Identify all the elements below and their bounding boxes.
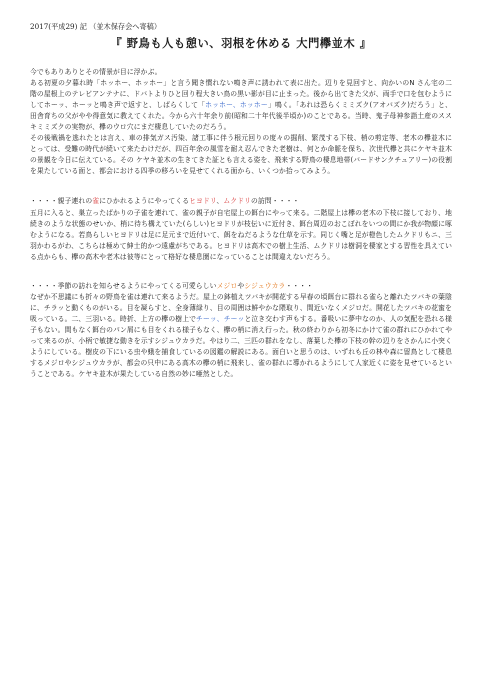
section2-heading-b: や xyxy=(237,281,245,290)
section2-heading-c: ・・・・ xyxy=(285,281,314,290)
intro-text-a: ある初夏の夕暮れ時「ホッホー、ホッホー」と言う聞き慣れない鳴き声に誘われて表に出た。辺りを見回すと、向かいのN さん宅の二階の屋根上のテレビアンテナに、ドバトよりひと回り程大きい鳥の黒い影が目に止まった。後から出てきた父が、両手で口を包むようにしてホーッ、ホーッと鳴き声で返すと、しばらくして「 xyxy=(30,79,452,110)
sparrow-highlight: 雀 xyxy=(92,197,100,206)
section-gap xyxy=(30,177,452,196)
section2-text-a: なぜか不思議にも折々の野鳥を雀は連れて来るようだ。屋上の鉢植えツバキが開花する早春の頃餌台に群れる雀らと離れたツバキの葉陰に、チラッと動くものがいる。目を凝らすと、全身薄緑り、目の周囲は鮮やかな隈取り、間近いなくメジロだ。開花したツバキの花蜜を吸っている。二、三羽いる。時折、上方の欅の樹上で xyxy=(30,292,452,323)
section2-paragraph xyxy=(30,292,452,380)
intro-paragraph-2: その後戦禍を逃れたとは言え、車の排気ガス汚染、諸工事に伴う根元回りの度々の掘削、繁茂する下枝、梢の剪定等、老木の欅並木にとっては、受難の時代が続いて来たわけだが、四百年余の風雪を耐え忍んできた老樹は、何とか命脈を保ち、次世代欅と共にケヤキ並木の景観を今日に伝えている。その ケヤキ並木の生きてきた証とも言える姿を、飛来する野鳥の棲息地帯(バードサンクチュアリー)の役割を果たしている面と、都会における四季の移ろいを見せてくれる面から、いくつか拾ってみよう。 xyxy=(30,134,452,176)
document-header: 2017(平成29) 記 （並木保存会へ寄稿） xyxy=(30,22,162,31)
section2-heading xyxy=(30,281,452,292)
section1-heading-d: の訪問・・・・ xyxy=(251,197,300,206)
intro-line-1: 今でもありありとその情景が目に浮かぶ。 xyxy=(30,68,162,76)
section1-heading-c: 、 xyxy=(216,197,224,206)
bulbul-highlight: ヒヨドリ xyxy=(189,197,217,206)
tit-highlight: シジュウカラ xyxy=(244,281,286,290)
white-eye-highlight: メジロ xyxy=(216,281,238,290)
section1-heading-b: にひかれるようにやってくる xyxy=(99,197,190,206)
owl-call-highlight: ホッホー、ホッホー xyxy=(205,101,268,110)
section2-text-b: と泣き交わす声もする。番吸いに夢中なのか、人の気配を恐れる様子もない。間もなく餌台のパン屑にも目をくれる様子もなく、欅の梢に消え行った。秋の終わりから初冬にかけて雀の群れにひかれてやって来るのが、小柄で敏捷な動きを示すシジュウカラだ。やはり二、三匹の群れをなし、落葉した欅の下枝の幹の辺りをさかんに小突くようにしている。樹皮の下にいる虫や蛾を捕食しているの図鑑の解説にある。面白いと思うのは、いずれも丘の林や森に留鳥として棲息するメジロやシジュウカラが、都会の只中にある高木の欅の梢に飛来し、雀の群れに導かれるようにして人家近くに姿を見せているということである。ケヤキ並木が果たしている自然の妙に唖然とした。 xyxy=(30,314,452,379)
starling-highlight: ムクドリ xyxy=(223,197,252,206)
intro-paragraph-1 xyxy=(30,78,452,133)
intro-text-b: 」鳴く。「あれは恐らくミミズク(アオバズク)だろう」と、田舎育ちの父がやや得意気に教えてくれた。今から六十年余り前(昭和二十年代後半頃か)のことである。当時、鬼子母神参詣土産のススキミミズクの実物が、欅のウロ穴にまだ棲息していたのだろう。 xyxy=(30,101,453,132)
document-body xyxy=(30,67,452,380)
document-title: 『 野鳥も人も憩い、羽根を休める 大門欅並木 』 xyxy=(110,37,372,50)
section-gap xyxy=(30,263,452,281)
bird-call-highlight: チーッ、チーッ xyxy=(196,314,245,323)
section1-paragraph: 五月に入ると、巣立ったばかりの子雀を連れて、雀の親子が自宅屋上の餌台にやって来る。二階屋上は欅の老木の下枝に接しており、地続きのような状態のせいか、梢に待ち構えていた(らしい)ヒヨドリが枝伝いに近付き、餌台周辺のおこぼれをいつの間にか我が物顔に啄むようになる。若鳥らしいヒヨドリは足に足元まで近付いて、餌をねだるような仕草を示す。同じく嘴と足が橙色したムクドリもニ、三羽かわるがわ、こちらは極めて紳士的かつ遠慮がちである。ヒヨドリは高木での樹上生活、ムクドリは樹洞を棲家とする習性を具えている点からも、欅の高木や老木は彼等にとって格好な棲息圏になっていることは間違えないだろう。 xyxy=(30,208,452,261)
section1-heading-a: ・・・・親子連れの xyxy=(30,197,93,206)
section1-heading xyxy=(30,196,452,207)
section2-heading-a: ・・・・季節の訪れを知らせるようにやってくる可愛らしい xyxy=(30,281,217,290)
